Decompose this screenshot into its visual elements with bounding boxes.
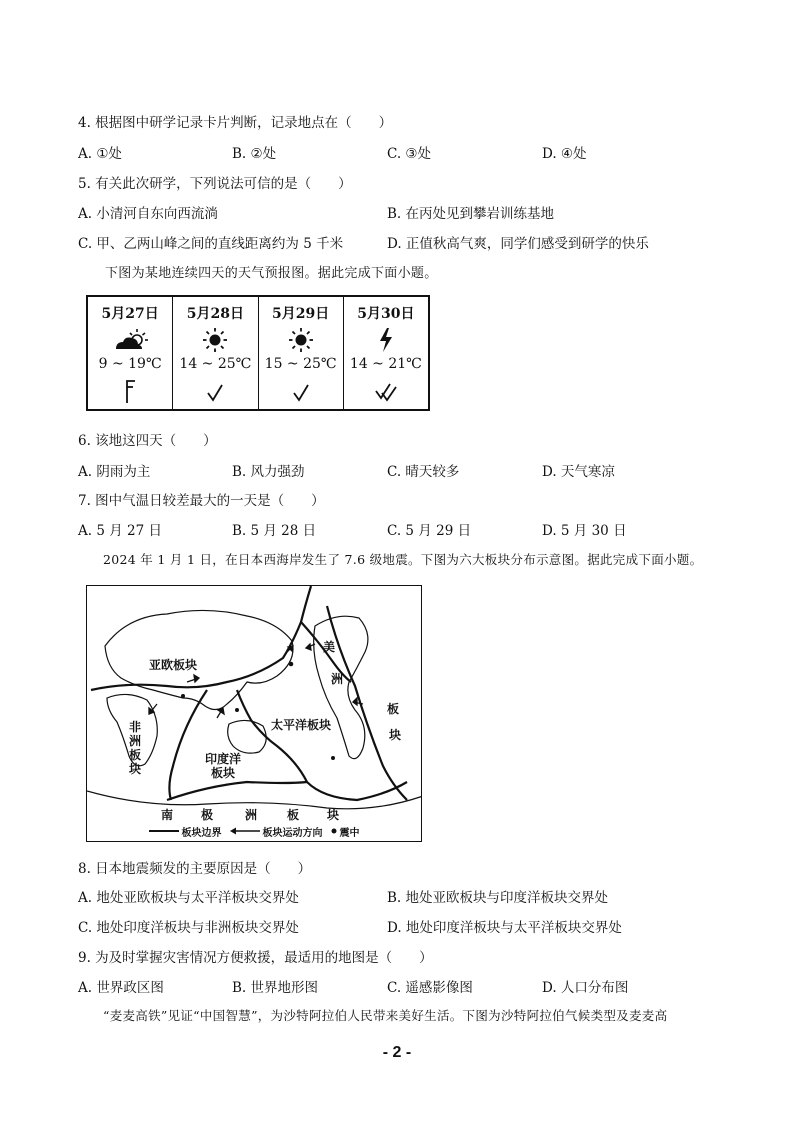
label-eurasian-plate: 亚欧板块 [149, 658, 198, 672]
weather-date: 5月30日 [357, 306, 415, 322]
weather-forecast-table [86, 295, 430, 411]
wind-force-icon [88, 377, 172, 405]
epicenter-dot-icon [331, 828, 337, 834]
legend-boundary [149, 824, 222, 839]
arrow-left-icon [230, 827, 260, 835]
legend-motion [230, 824, 323, 839]
thunder-icon [344, 327, 428, 353]
railway-intro: “麦麦高铁”见证“中国智慧”，为沙特阿拉伯人民带来美好生活。下图为沙特阿拉伯气候类型及麦麦高 [103, 1008, 668, 1023]
weather-day-2 [173, 297, 258, 409]
label-african-plate [129, 720, 141, 776]
q9-option-b: B. 世界地形图 [232, 980, 319, 996]
weather-date: 5月27日 [101, 306, 159, 322]
plates-map [86, 585, 422, 842]
weather-date: 5月29日 [272, 306, 330, 322]
q7-option-c: C. 5 月 29 日 [387, 523, 472, 539]
label-america-char-4: 块 [389, 728, 402, 742]
map-legend [87, 823, 421, 839]
wind-force-icon [259, 377, 343, 405]
q5-option-d: D. 正值秋高气爽，同学们感受到研学的快乐 [387, 236, 649, 252]
legend-boundary-label: 板块边界 [181, 827, 222, 839]
label-america-char-2: 洲 [331, 672, 344, 686]
weather-day-4 [344, 297, 428, 409]
q5-option-c: C. 甲、乙两山峰之间的直线距离约为 5 千米 [78, 236, 344, 252]
q9-option-a: A. 世界政区图 [78, 980, 164, 996]
label-antarctic-char-5: 块 [327, 808, 340, 822]
weather-day-3 [259, 297, 344, 409]
weather-temp: 15 ~ 25℃ [264, 356, 337, 372]
q6-option-b: B. 风力强劲 [232, 464, 305, 480]
q7-option-d: D. 5 月 30 日 [542, 523, 627, 539]
weather-day-1 [88, 297, 173, 409]
q6-option-d: D. 天气寒凉 [542, 464, 615, 480]
legend-motion-label: 板块运动方向 [262, 827, 323, 839]
question-4-stem: 4. 根据图中研学记录卡片判断，记录地点在（ ） [78, 115, 393, 131]
wind-force-icon [173, 377, 257, 405]
q8-option-b: B. 地处亚欧板块与印度洋板块交界处 [387, 890, 609, 906]
label-char: 块 [129, 762, 142, 776]
label-america-char-3: 板 [387, 702, 400, 716]
q6-option-c: C. 晴天较多 [387, 464, 460, 480]
question-5-stem: 5. 有关此次研学，下列说法可信的是（ ） [78, 176, 352, 192]
weather-temp: 9 ~ 19℃ [98, 356, 162, 372]
label-char: 非 [129, 720, 142, 734]
q8-option-a: A. 地处亚欧板块与太平洋板块交界处 [78, 890, 299, 906]
question-8-stem: 8. 日本地震频发的主要原因是（ ） [78, 861, 312, 877]
sun-icon [259, 327, 343, 353]
label-antarctic-char-3: 洲 [245, 808, 258, 822]
question-6-stem: 6. 该地这四天（ ） [78, 433, 217, 449]
earthquake-intro: 2024 年 1 月 1 日，在日本西海岸发生了 7.6 级地震。下图为六大板块分布示意图。据此完成下面小题。 [103, 552, 703, 567]
label-char: 板 [129, 748, 142, 762]
q8-option-c: C. 地处印度洋板块与非洲板块交界处 [78, 920, 299, 936]
label-antarctic-char-2: 极 [201, 808, 214, 822]
sun-icon [173, 327, 257, 353]
label-america-char-1: 美 [323, 640, 336, 654]
q7-option-b: B. 5 月 28 日 [232, 523, 317, 539]
q5-option-a: A. 小清河自东向西流淌 [78, 206, 218, 222]
cloudy-sun-icon [88, 327, 172, 353]
q4-option-b: B. ②处 [232, 146, 277, 162]
label-line: 板块 [211, 766, 236, 780]
q8-option-d: D. 地处印度洋板块与太平洋板块交界处 [387, 920, 622, 936]
label-indian-plate [205, 752, 241, 780]
wind-force-icon [344, 377, 428, 405]
weather-intro: 下图为某地连续四天的天气预报图。据此完成下面小题。 [105, 266, 438, 281]
q6-option-a: A. 阴雨为主 [78, 464, 151, 480]
question-9-stem: 9. 为及时掌握灾害情况方便救援，最适用的地图是（ ） [78, 950, 433, 966]
label-antarctic-char-1: 南 [161, 808, 174, 822]
weather-temp: 14 ~ 25℃ [179, 356, 252, 372]
q9-option-d: D. 人口分布图 [542, 980, 629, 996]
label-pacific-plate: 太平洋板块 [271, 718, 332, 732]
label-line: 印度洋 [205, 752, 242, 766]
q9-option-c: C. 遥感影像图 [387, 980, 473, 996]
q7-option-a: A. 5 月 27 日 [78, 523, 162, 539]
q5-option-b: B. 在丙处见到攀岩训练基地 [387, 206, 555, 222]
question-7-stem: 7. 图中气温日较差最大的一天是（ ） [78, 493, 325, 509]
q4-option-c: C. ③处 [387, 146, 432, 162]
weather-date: 5月28日 [186, 306, 244, 322]
page-number: - 2 - [382, 1044, 412, 1061]
weather-temp: 14 ~ 21℃ [349, 356, 422, 372]
q4-option-a: A. ①处 [78, 146, 122, 162]
legend-epicenter-label: 震中 [339, 827, 360, 839]
plates-map-drawing [87, 586, 422, 842]
legend-epicenter [331, 824, 360, 839]
q4-option-d: D. ④处 [542, 146, 587, 162]
label-char: 洲 [129, 734, 142, 748]
boundary-line-icon [149, 828, 179, 834]
label-antarctic-char-4: 板 [287, 808, 300, 822]
